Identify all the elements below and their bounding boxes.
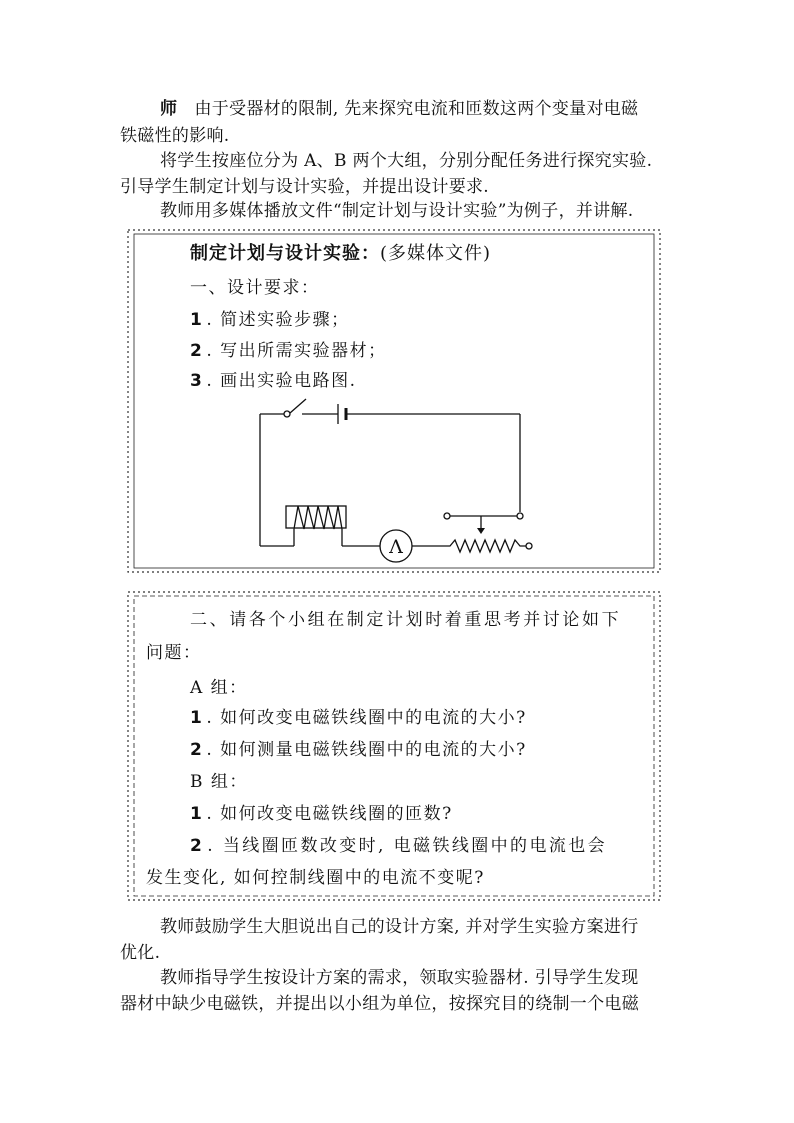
circuit-diagram [126,228,662,574]
item-text: . 写出所需实验器材； [206,341,387,361]
box1-heading: 一、设计要求： [190,278,320,298]
box1-title-rest: (多媒体文件) [380,243,492,264]
intro-text: 由于受器材的限制, 先来探究电流和匝数这两个变量对电磁 [194,99,639,119]
box2-question-line-2: 问题： [146,643,202,663]
group-a-question-1 [190,708,527,728]
item-text: . 当线圈匝数改变时, 电磁铁线圈中的电流也会 [207,836,608,856]
group-b-question-2-line-2: 发生变化, 如何控制线圈中的电流不变呢? [146,868,485,888]
group-a-label: A 组： [190,678,248,698]
multimedia-box-design-requirements [126,228,662,574]
group-b-question-2-line-1 [190,836,607,856]
item-number: 1 [190,708,204,728]
item-number: 3 [190,371,204,391]
item-number: 2 [190,836,205,856]
item-number: 1 [190,310,204,330]
ammeter-symbol: Λ [389,536,403,558]
box1-title-bold: 制定计划与设计实验： [190,243,380,264]
group-a-question-2 [190,740,527,760]
speaker-label: 师 [160,99,178,119]
outro-paragraph-1-line-1: 教师鼓励学生大胆说出自己的设计方案, 并对学生实验方案进行 [160,917,639,937]
item-number: 1 [190,804,204,824]
intro-paragraph-1-line-2: 铁磁性的影响. [120,126,230,146]
outro-paragraph-2-line-2: 器材中缺少电磁铁，并提出以小组为单位，按探究目的绕制一个电磁 [120,994,639,1014]
group-b-label: B 组： [190,772,248,792]
intro-paragraph-2-line-1: 将学生按座位分为 A、B 两个大组，分别分配任务进行探究实验. [160,151,653,171]
item-text: . 简述实验步骤； [206,310,350,330]
item-text: . 如何改变电磁铁线圈的匝数? [206,804,453,824]
outro-paragraph-1-line-2: 优化. [120,943,161,963]
item-text: . 画出实验电路图. [206,371,357,391]
intro-paragraph-1-line-1 [160,99,638,119]
outro-paragraph-2-line-1: 教师指导学生按设计方案的需求，领取实验器材. 引导学生发现 [160,968,639,988]
group-b-question-1 [190,804,453,824]
item-number: 2 [190,740,204,760]
intro-paragraph-3: 教师用多媒体播放文件“制定计划与设计实验”为例子，并讲解. [160,201,634,221]
item-text: . 如何改变电磁铁线圈中的电流的大小? [206,708,527,728]
item-number: 2 [190,341,204,361]
discussion-questions-box [126,590,662,902]
item-text: . 如何测量电磁铁线圈中的电流的大小? [206,740,527,760]
box2-question-line-1: 二、请各个小组在制定计划时着重思考并讨论如下 [190,610,622,630]
intro-paragraph-2-line-2: 引导学生制定计划与设计实验，并提出设计要求. [120,177,490,197]
